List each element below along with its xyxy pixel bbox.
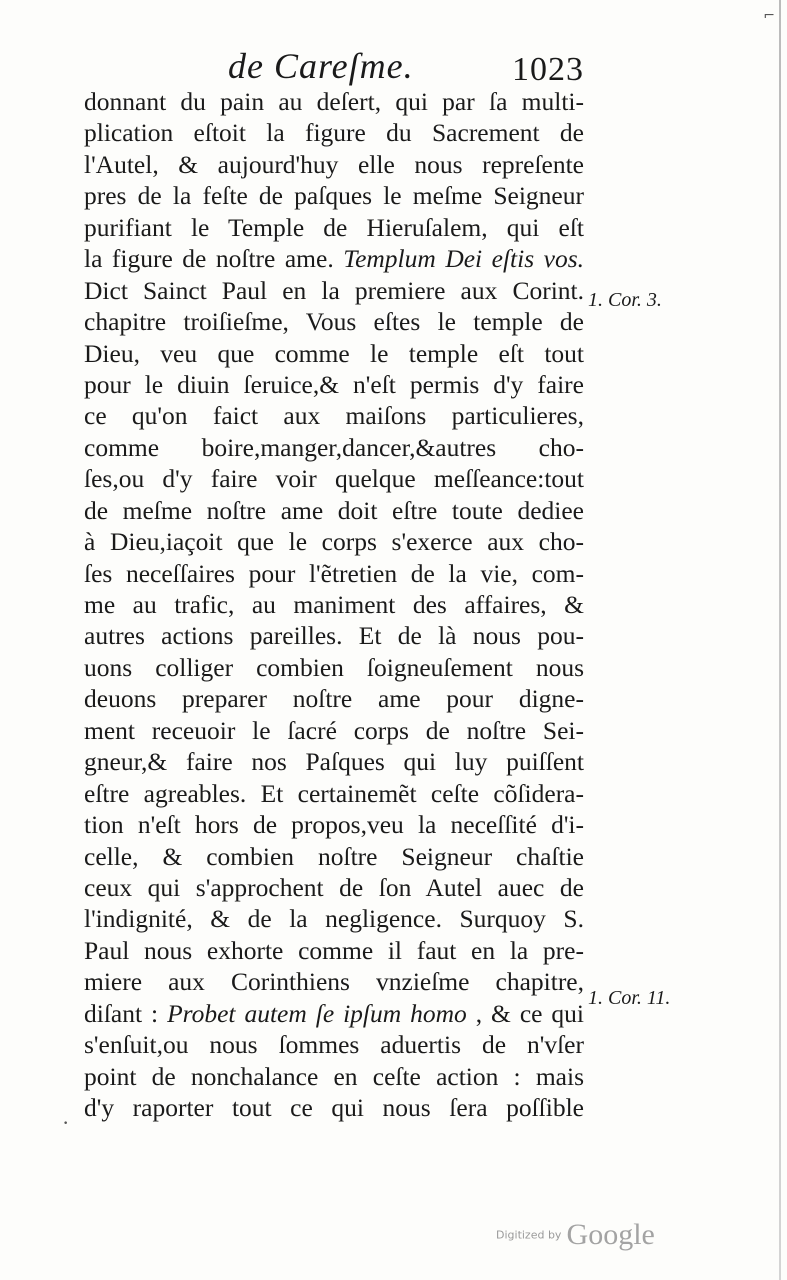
text-line: ceux qui s'approchent de ſon Autel auec de xyxy=(84,872,584,902)
text-line: d'y raporter tout ce qui nous ſera poſſible xyxy=(84,1093,584,1122)
text-line: miere aux Corinthiens vnzieſme chapitre, xyxy=(84,967,584,997)
text-line: gneur,& faire nos Paſques qui luy puiſſent xyxy=(84,747,584,777)
text-line: deuons preparer noſtre ame pour digne- xyxy=(84,684,584,714)
page-number: 1023 xyxy=(512,51,584,88)
text-line: pour le diuin ſeruice,& n'eſt permis d'y faire xyxy=(84,369,584,399)
margin-note-reference: 1. Cor. 3. xyxy=(588,289,662,311)
text-line: pres de la feſte de paſques le meſme Seigneur xyxy=(84,181,584,211)
watermark-logo: Google xyxy=(566,1218,655,1251)
text-line: eſtre agreables. Et certainemẽt ceſte cõſidera- xyxy=(84,778,584,808)
watermark-prefix: Digitized by xyxy=(496,1228,562,1242)
text-line: uons colliger combien ſoigneuſement nous xyxy=(84,652,584,682)
text-line: comme boire,manger,dancer,&autres cho- xyxy=(84,432,584,462)
text-line: purifiant le Temple de Hieruſalem, qui eſt xyxy=(84,212,584,242)
page-edge-shadow xyxy=(779,0,781,1280)
latin-quote: Probet autem ſe ipſum homo xyxy=(167,998,467,1028)
text-line: ſes neceſſaires pour l'ẽtretien de la vie, com- xyxy=(84,558,584,588)
corner-bracket-icon: ⌐ xyxy=(763,8,775,24)
text-line: point de nonchalance en ceſte action : mais xyxy=(84,1061,584,1091)
text-line: plication eſtoit la figure du Sacrement de xyxy=(84,118,584,148)
text-line: donnant du pain au deſert, qui par ſa multi- xyxy=(84,87,584,116)
text-line: tion n'eſt hors de propos,veu la neceſſité d'i- xyxy=(84,810,584,840)
text-line: ce qu'on faict aux maiſons particulieres, xyxy=(84,401,584,431)
body-text xyxy=(84,86,584,1123)
text-line: chapitre troiſieſme, Vous eſtes le temple de xyxy=(84,307,584,337)
text-line: de meſme noſtre ame doit eſtre toute dediee xyxy=(84,495,584,525)
text-line: l'indignité, & de la negligence. Surquoy S. xyxy=(84,904,584,934)
text-line-with-quote xyxy=(84,243,584,274)
text-line: à Dieu,iaçoit que le corps s'exerce aux cho- xyxy=(84,527,584,557)
text-line: Dieu, veu que comme le temple eſt tout xyxy=(84,338,584,368)
text-line: ment receuoir le ſacré corps de noſtre Sei- xyxy=(84,715,584,745)
text-line: Dict Sainct Paul en la premiere aux Corint. xyxy=(84,275,584,305)
text-segment: la figure de noſtre ame. xyxy=(84,244,334,274)
text-line: l'Autel, & aujourd'huy elle nous repreſente xyxy=(84,149,584,179)
text-segment: diſant : xyxy=(84,998,159,1028)
text-line: Paul nous exhorte comme il faut en la pre- xyxy=(84,935,584,965)
text-line: autres actions pareilles. Et de là nous pou- xyxy=(84,621,584,651)
running-title: de Careſme. xyxy=(228,46,414,86)
text-line: ſes,ou d'y faire voir quelque meſſeance:tout xyxy=(84,464,584,494)
latin-quote: Templum Dei eſtis vos. xyxy=(343,244,584,274)
margin-note-reference: 1. Cor. 11. xyxy=(588,987,671,1009)
margin-speck-marks: · xyxy=(62,1110,70,1135)
digitization-watermark xyxy=(496,1218,655,1252)
text-segment: , & ce qui xyxy=(475,998,584,1028)
text-line: me au trafic, au maniment des affaires, & xyxy=(84,590,584,619)
text-line: celle, & combien noſtre Seigneur chaſtie xyxy=(84,841,584,871)
text-line: s'enſuit,ou nous ſommes aduertis de n'vſer xyxy=(84,1030,584,1060)
text-line-with-quote xyxy=(84,998,584,1029)
